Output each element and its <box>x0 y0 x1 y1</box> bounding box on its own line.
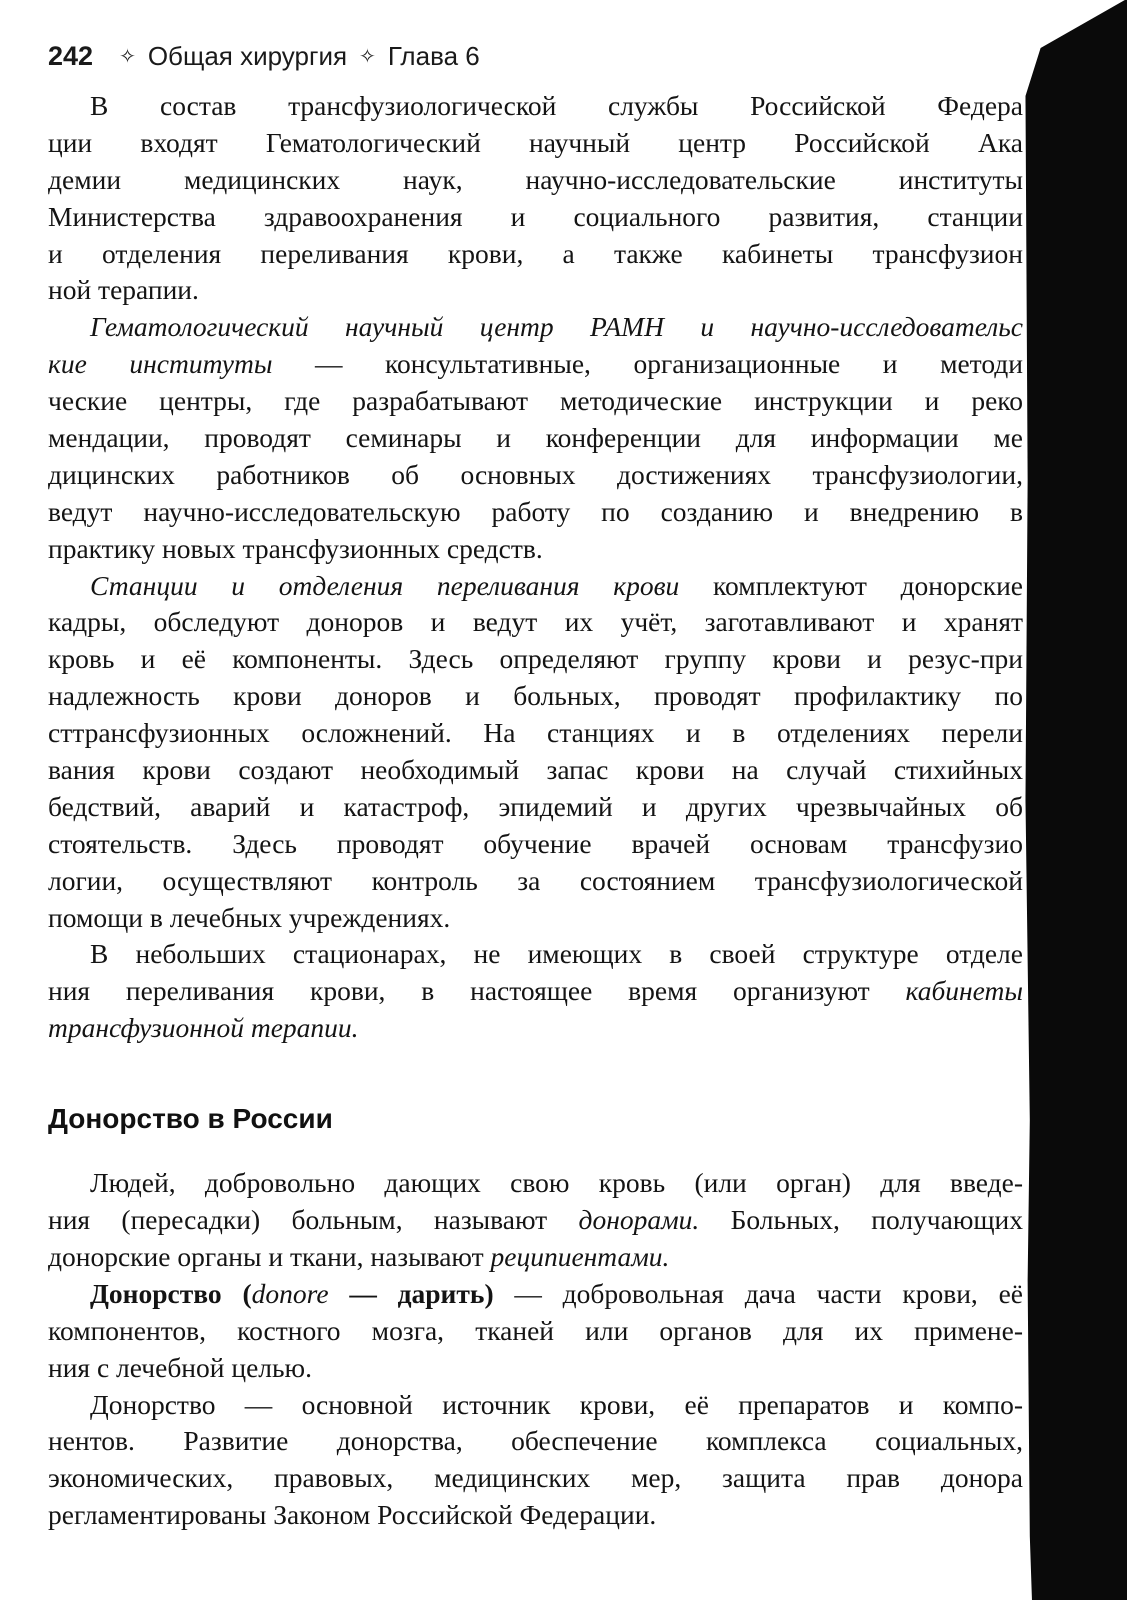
latin-term: donore <box>251 1277 329 1309</box>
running-head <box>48 36 1023 76</box>
text-line: кадры, обследуют доноров и ведут их учёт, заготавливают и хранят <box>48 606 1023 638</box>
text-line: ния с лечебной целью. <box>48 1351 312 1383</box>
italic-term: Гематологический научный центр РАМН и научно-исследовательс <box>90 311 1023 343</box>
italic-term: Станции и отделения переливания крови <box>90 569 680 601</box>
text-line: нентов. Развитие донорства, обеспечение комплекса социальных, <box>48 1425 1023 1457</box>
page-number: 242 <box>48 41 94 71</box>
paragraph-small-hospitals <box>48 936 1023 1047</box>
text-line: В состав трансфузиологической службы Российской Федера <box>90 90 1023 121</box>
diamond-separator-icon: ✧ <box>359 46 376 68</box>
text-line: компонентов, костного мозга, тканей или органов для их примене- <box>48 1314 1023 1346</box>
text-line: В небольших стационарах, не имеющих в своей структуре отделе <box>90 938 1023 970</box>
italic-term: кабинеты <box>905 975 1023 1007</box>
section-heading: Донорство в России <box>48 1103 333 1135</box>
italic-term: реципиентами. <box>490 1240 670 1272</box>
text-line: демии медицинских наук, научно-исследовательские институты <box>48 163 1023 195</box>
text-line: ния переливания крови, в настоящее время организуют кабинеты <box>48 975 1023 1007</box>
text-line: кровь и её компоненты. Здесь определяют группу крови и резус-при <box>48 643 1023 675</box>
text-line: Министерства здравоохранения и социального развития, станции <box>48 200 1023 232</box>
scan-shadow-edge <box>1019 0 1127 1600</box>
paragraph-blood-stations <box>48 568 1023 937</box>
text-line: экономических, правовых, медицинских мер, защита прав донора <box>48 1462 1023 1494</box>
text-line: надлежность крови доноров и больных, проводят профилактику по <box>48 680 1023 712</box>
paragraph-donation-definition <box>48 1276 1023 1387</box>
italic-term: кие институты <box>48 348 273 380</box>
text-line: кие институты — консультативные, организационные и методи <box>48 348 1023 380</box>
paragraph-transfusion-service <box>48 88 1023 309</box>
text-line: ции входят Гематологический научный центр Российской Ака <box>48 126 1023 158</box>
book-page <box>48 36 1023 1534</box>
text-line: вания крови создают необходимый запас крови на случай стихийных <box>48 754 1023 786</box>
italic-term: донорами. <box>578 1204 700 1236</box>
text-line: ной терапии. <box>48 274 199 306</box>
text-line: помощи в лечебных учреждениях. <box>48 901 451 933</box>
text-line <box>48 1010 1023 1047</box>
bold-term: Донорство <box>90 1277 222 1309</box>
text-line: и отделения переливания крови, а также кабинеты трансфузион <box>48 237 1023 269</box>
text-line: сттрансфузионных осложнений. На станциях и в отделениях перели <box>48 717 1023 749</box>
paragraph-donation-source <box>48 1387 1023 1535</box>
text-line: ческие центры, где разрабатывают методические инструкции и реко <box>48 385 1023 417</box>
text-line: Донорство — основной источник крови, её препаратов и компо- <box>90 1388 1023 1420</box>
italic-term: трансфузионной терапии. <box>48 1012 359 1044</box>
paragraph-donors-definition <box>48 1165 1023 1276</box>
chapter-label: Глава 6 <box>387 41 480 71</box>
paragraph-hematology-center <box>48 309 1023 567</box>
text-line: бедствий, аварий и катастроф, эпидемий и других чрезвычайных об <box>48 790 1023 822</box>
text-line: донорские органы и ткани, называют реципиентами. <box>48 1240 670 1272</box>
text-line: регламентированы Законом Российской Федерации. <box>48 1499 657 1531</box>
text-line: Донорство (donore — дарить) — добровольная дача части крови, её <box>90 1277 1023 1309</box>
text-line: практику новых трансфузионных средств. <box>48 532 543 564</box>
text-line: Людей, добровольно дающих свою кровь (или орган) для введе- <box>90 1167 1023 1199</box>
text-line: ведут научно-исследовательскую работу по созданию и внедрению в <box>48 495 1023 527</box>
book-title: Общая хирургия <box>147 41 348 71</box>
text-line: логии, осуществляют контроль за состоянием трансфузиологической <box>48 864 1023 896</box>
text-line <box>48 309 1023 346</box>
text-line: стоятельств. Здесь проводят обучение врачей основам трансфузио <box>48 827 1023 859</box>
text-line: ния (пересадки) больным, называют донорами. Больных, получающих <box>48 1204 1023 1236</box>
text-line: мендации, проводят семинары и конференции для информации ме <box>48 422 1023 454</box>
text-line: Станции и отделения переливания крови комплектуют донорские <box>90 569 1023 601</box>
diamond-separator-icon: ✧ <box>119 46 136 68</box>
text-line: дицинских работников об основных достижениях трансфузиологии, <box>48 458 1023 490</box>
